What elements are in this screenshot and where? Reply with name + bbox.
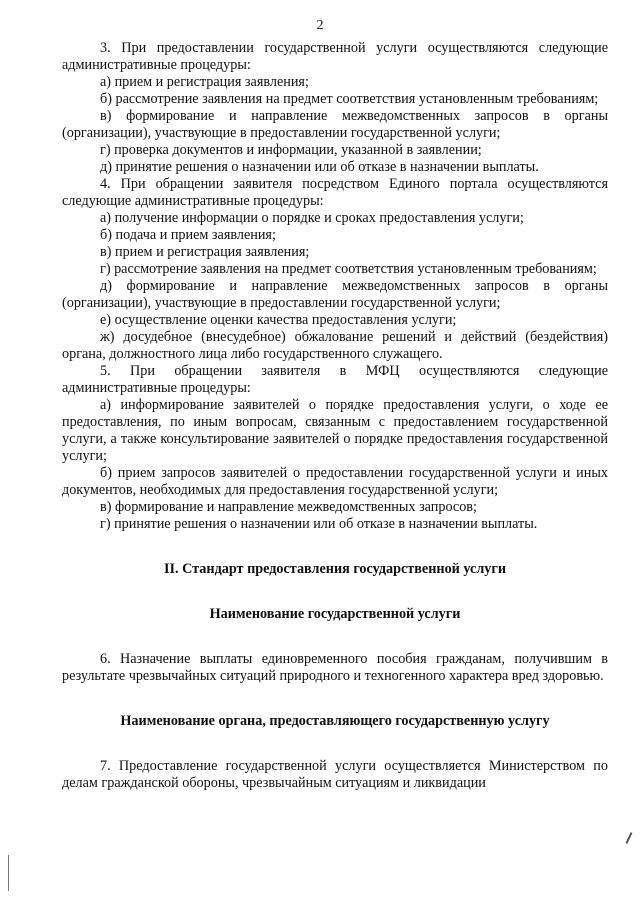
list-item-4a: а) получение информации о порядке и сроках предоставления услуги;	[100, 210, 524, 226]
spacer	[62, 578, 608, 606]
spacer	[62, 685, 608, 713]
list-item-4g: ж) досудебное (внесудебное) обжалование решений и действий (бездействия) органа, должностного лица либо государственного служащего.	[62, 329, 608, 362]
subheading-authority-name: Наименование органа, предоставляющего государственную услугу	[120, 713, 550, 729]
list-item-5a: а) информирование заявителей о порядке предоставления услуги, о ходе ее предоставления, по иным вопросам, связанным с предоставлением государственной услуги, а также консультирование заявителей о порядке предоставления государственной услуги;	[62, 397, 608, 464]
paragraph-3: 3. При предоставлении государственной услуги осуществляются следующие административные процедуры:	[62, 40, 608, 73]
list-item-4d: г) рассмотрение заявления на предмет соответствия установленным требованиям;	[100, 261, 597, 277]
list-item-5d: г) принятие решения о назначении или об отказе в назначении выплаты.	[100, 516, 538, 532]
list-item-4e: д) формирование и направление межведомственных запросов в органы (организации), участвующие в предоставлении государственной услуги;	[62, 278, 608, 311]
list-item-4b: б) подача и прием заявления;	[100, 227, 276, 243]
scan-edge-mark	[8, 855, 9, 891]
page-number: 2	[316, 18, 324, 33]
list-item-3e: д) принятие решения о назначении или об отказе в назначении выплаты.	[100, 159, 539, 175]
list-item-3c: в) формирование и направление межведомственных запросов в органы (организации), участвующие в предоставлении государственной услуги;	[62, 108, 608, 141]
subheading-service-name: Наименование государственной услуги	[209, 606, 461, 622]
list-item-5c: в) формирование и направление межведомственных запросов;	[100, 499, 477, 515]
spacer	[62, 623, 608, 651]
section-heading: II. Стандарт предоставления государственной услуги	[163, 561, 507, 577]
spacer	[62, 533, 608, 561]
list-item-3d: г) проверка документов и информации, указанной в заявлении;	[100, 142, 482, 158]
paragraph-7: 7. Предоставление государственной услуги осуществляется Министерством по делам гражданской обороны, чрезвычайным ситуациям и ликвидации	[62, 758, 608, 791]
list-item-5b: б) прием запросов заявителей о предоставлении государственной услуги и иных документов, необходимых для предоставления государственной услуги;	[62, 465, 608, 498]
list-item-3b: б) рассмотрение заявления на предмет соответствия установленным требованиям;	[100, 91, 599, 107]
scan-pen-mark	[626, 832, 633, 844]
paragraph-5: 5. При обращении заявителя в МФЦ осуществляются следующие административные процедуры:	[62, 363, 608, 396]
list-item-3a: а) прием и регистрация заявления;	[100, 74, 309, 90]
spacer	[62, 730, 608, 758]
document-body	[62, 40, 608, 792]
paragraph-4: 4. При обращении заявителя посредством Единого портала осуществляются следующие административные процедуры:	[62, 176, 608, 209]
list-item-4c: в) прием и регистрация заявления;	[100, 244, 310, 260]
list-item-4f: е) осуществление оценки качества предоставления услуги;	[100, 312, 457, 328]
paragraph-6: 6. Назначение выплаты единовременного пособия гражданам, получившим в результате чрезвычайных ситуаций природного и техногенного характера вред здоровью.	[62, 651, 608, 684]
